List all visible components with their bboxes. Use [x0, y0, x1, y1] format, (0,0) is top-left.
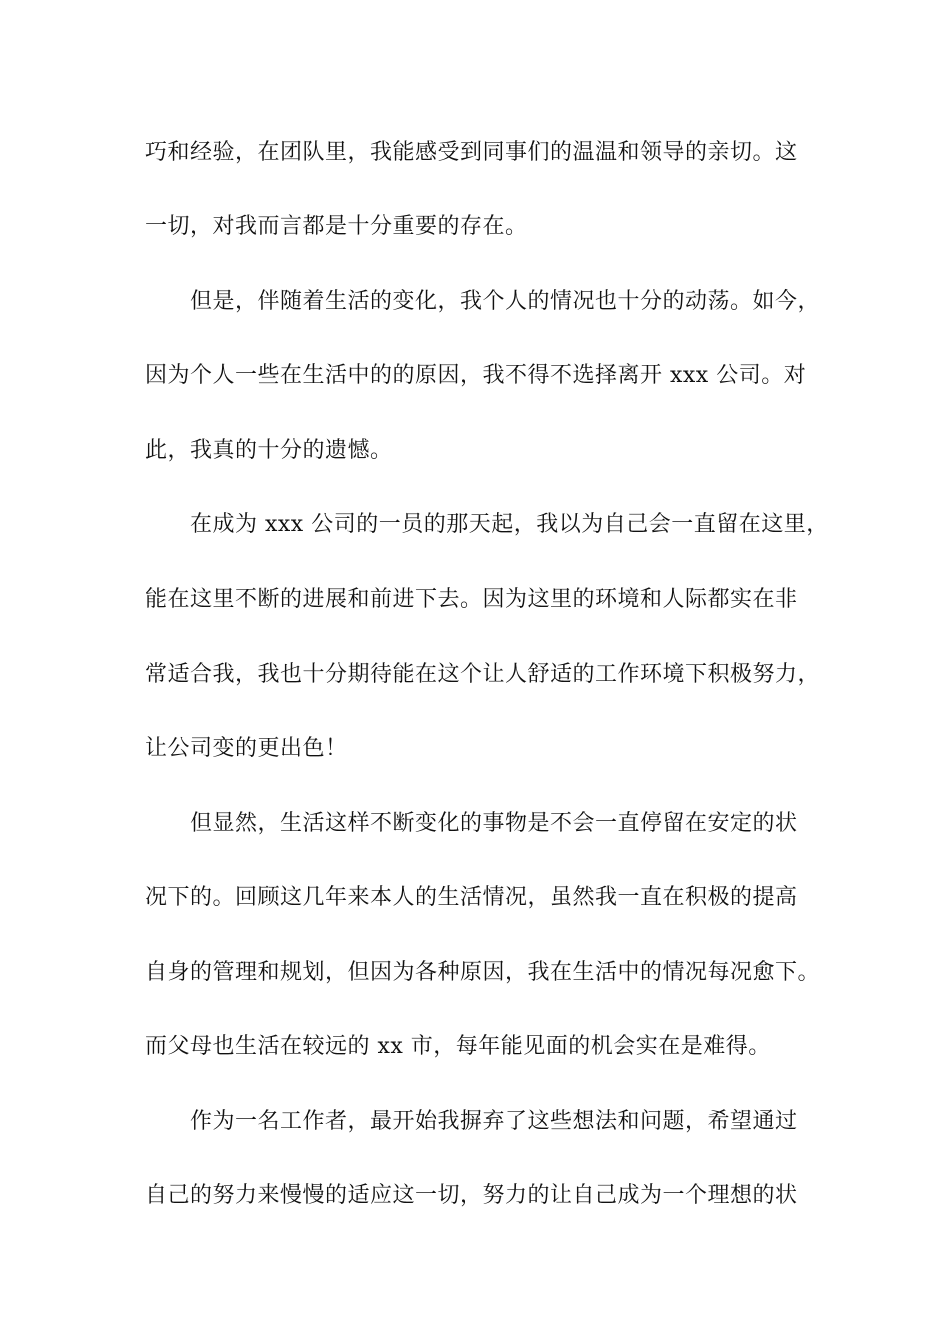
- text-line: 自己的努力来慢慢的适应这一切，努力的让自己成为一个理想的状: [145, 1183, 798, 1208]
- paragraph-start-line: 作为一名工作者，最开始我摒弃了这些想法和问题，希望通过: [190, 1109, 798, 1134]
- text-line: 常适合我，我也十分期待能在这个让人舒适的工作环境下积极努力，: [145, 662, 821, 687]
- paragraph-start-line: 但显然，生活这样不断变化的事物是不会一直停留在安定的状: [190, 811, 798, 836]
- text-line: 一切，对我而言都是十分重要的存在。: [145, 214, 528, 239]
- text-line: 巧和经验，在团队里，我能感受到同事们的温温和领导的亲切。这: [145, 140, 798, 165]
- text-line: 因为个人一些在生活中的的原因，我不得不选择离开 xxx 公司。对: [145, 363, 807, 388]
- paragraph-start-line: 但是，伴随着生活的变化，我个人的情况也十分的动荡。如今，: [190, 289, 821, 314]
- text-line: 让公司变的更出色！: [145, 736, 348, 761]
- text-line: 况下的。回顾这几年来本人的生活情况，虽然我一直在积极的提高: [145, 885, 798, 910]
- text-line: 此，我真的十分的遗憾。: [145, 438, 393, 463]
- text-line: 而父母也生活在较远的 xx 市，每年能见面的机会实在是难得。: [145, 1034, 771, 1059]
- text-line: 能在这里不断的进展和前进下去。因为这里的环境和人际都实在非: [145, 587, 798, 612]
- text-line: 自身的管理和规划，但因为各种原因，我在生活中的情况每况愈下。: [145, 960, 821, 985]
- paragraph-start-line: 在成为 xxx 公司的一员的那天起，我以为自己会一直留在这里，: [190, 512, 829, 537]
